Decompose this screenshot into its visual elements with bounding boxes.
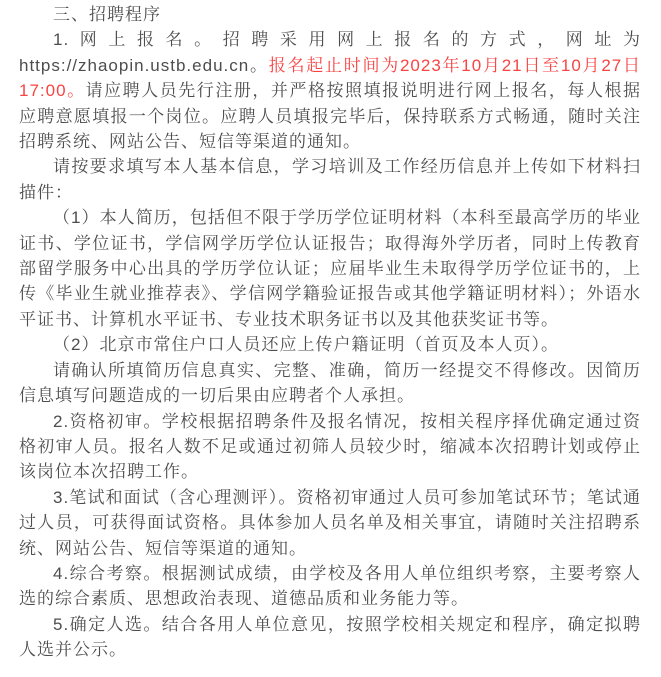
text-run: 请确认所填简历信息真实、完整、准确，简历一经提交不得修改。因简历信息填写问题造成的一切后果由应聘者个人承担。: [19, 360, 641, 406]
text-run: 1.网上报名。招聘采用网上报名的方式，网址为https://zhaopin.ustb.edu.cn。: [19, 30, 641, 75]
text-run: 请按要求填写本人基本信息，学习培训及工作经历信息并上传如下材料扫描件：: [19, 157, 641, 202]
text-run: （1）本人简历，包括但不限于学历学位证明材料（本科至最高学历的毕业证书、学位证书，学信网学历学位认证报告；取得海外学历者，同时上传教育部留学服务中心出具的学历学位认证；应届毕业生未取得学历学位证书的，上传《毕业生就业推荐表》、学信网学籍验证报告或其他学籍证明材料）；外语水平证书、计算机水平证书、专业技术职务证书以及其他获奖证书等。: [19, 208, 641, 329]
text-run: 4.综合考察。根据测试成绩，由学校及各用人单位组织考察，主要考察人选的综合素质、思想政治表现、道德品质和业务能力等。: [19, 563, 641, 609]
para-materials-intro: [19, 154, 641, 205]
registration-deadline: 报名起止时间为2023年10月21日至10月27日17:00。: [19, 55, 641, 101]
para-comprehensive-review: [19, 561, 641, 612]
text-run: 2.资格初审。学校根据招聘条件及报名情况，按相关程序择优确定通过资格初审人员。报名人数不足或通过初筛人员较少时，缩减本次招聘计划或停止该岗位本次招聘工作。: [19, 411, 641, 482]
para-online-registration: [19, 27, 641, 154]
para-qualification-review: [19, 409, 641, 485]
document-body: [19, 27, 641, 662]
para-item-1-resume: [19, 205, 641, 332]
text-run: 5.确定人选。结合各用人单位意见，按照学校相关规定和程序，确定拟聘人选并公示。: [19, 614, 641, 660]
para-written-and-interview: [19, 485, 641, 561]
section-heading: 三、招聘程序: [53, 5, 161, 24]
para-item-2-hukou: [19, 332, 641, 357]
para-resume-confirm: [19, 358, 641, 409]
text-run: 3.笔试和面试（含心理测评）。资格初审通过人员可参加笔试环节；笔试通过人员，可获得面试资格。具体参加人员名单及相关事宜，请随时关注招聘系统、网站公告、短信等渠道的通知。: [19, 487, 641, 558]
text-run: （2）北京市常住户口人员还应上传户籍证明（首页及本人页）。: [53, 335, 559, 355]
text-run: 请应聘人员先行注册，并严格按照填报说明进行网上报名，每人根据应聘意愿填报一个岗位。应聘人员填报完毕后，保持联系方式畅通，随时关注招聘系统、网站公告、短信等渠道的通知。: [19, 81, 641, 152]
para-final-selection: [19, 612, 641, 663]
